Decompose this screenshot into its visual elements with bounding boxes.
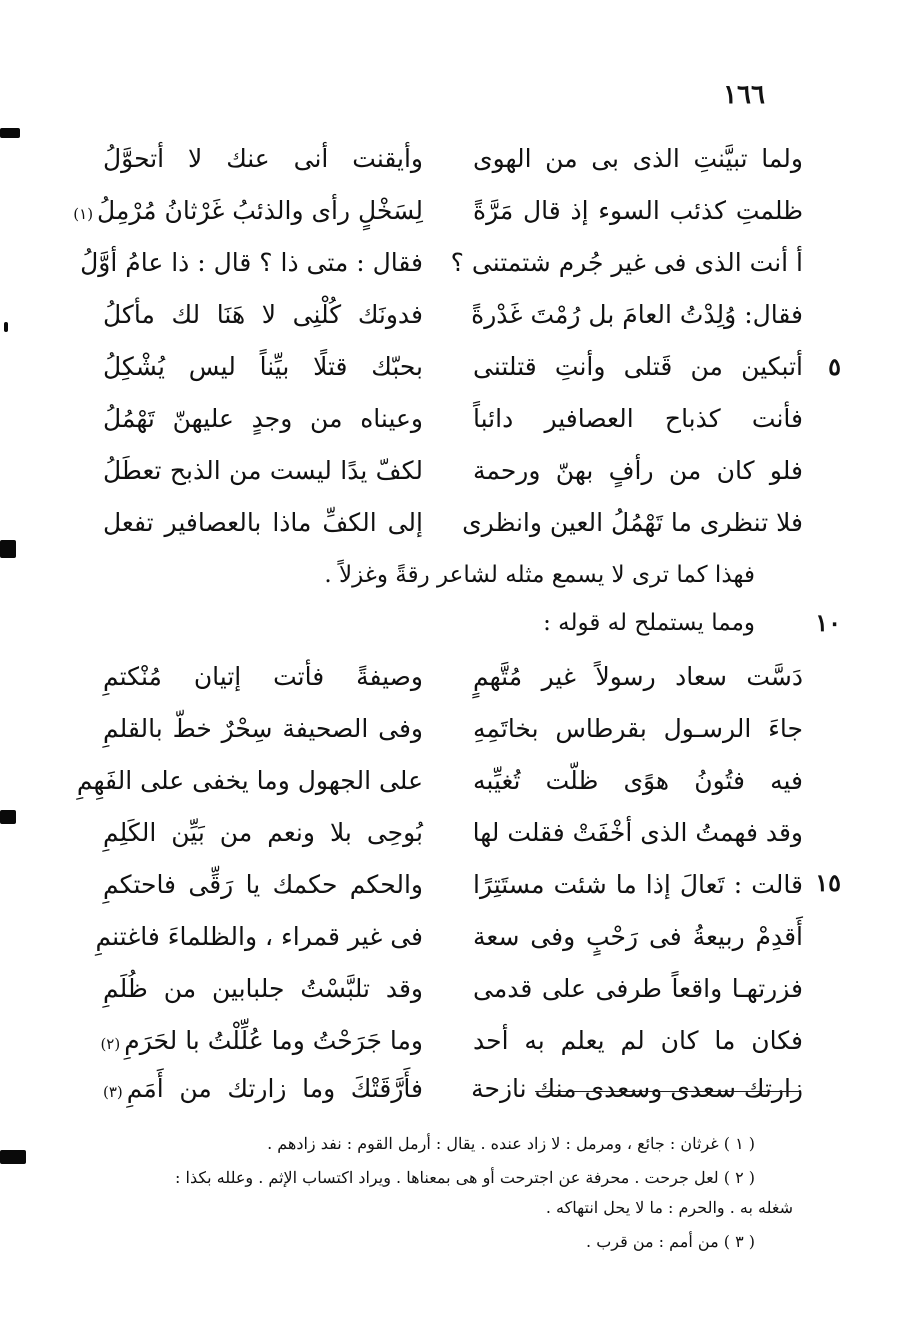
verse-16-second-hemistich	[100, 1026, 423, 1055]
verse-12-first-hemistich: وقد فهمتُ الذى أخْفَتْ فقلت لها	[472, 818, 803, 847]
line-number-5: ٥	[828, 352, 841, 381]
margin-ink-mark	[0, 810, 16, 824]
verse-5-first-hemistich: أتبكين من قَتلى وأنتِ قتلتنى	[473, 352, 803, 381]
footnote-separator	[535, 1091, 799, 1092]
margin-ink-mark	[0, 128, 20, 138]
verse-17-text: فأَرَّقَتْكَ وما زارتك من أَمَمِ	[126, 1074, 423, 1103]
line-number-10: ١٠	[815, 608, 841, 637]
verse-14-first-hemistich: أَقدِمْ ربيعةُ فى رَحْبٍ وفى سعة	[473, 922, 803, 951]
verse-15-second-hemistich: وقد تلبَّسْتُ جلبابين من ظُلَمِ	[103, 974, 423, 1003]
verse-6-first-hemistich: فأنت كذباح العصافير دائباً	[473, 404, 803, 433]
footnote-2-line-1: ( ٢ ) لعل جرحت . محرفة عن اجترحت أو هى بمعناها . ويراد اكتساب الإثم . وعلله بكذا :	[175, 1168, 755, 1187]
line-number-15: ١٥	[815, 868, 841, 897]
verse-2-text: لِسَخْلٍ رأى والذئبُ غَرْثانُ مُرْمِلُ	[97, 196, 423, 225]
verse-10-second-hemistich: وفى الصحيفة سِحْرٌ خطّ بالقلمِ	[103, 714, 423, 743]
verse-6-second-hemistich: وعيناه من وجدٍ عليهنّ تَهْمُلُ	[103, 404, 423, 433]
prose-comment: فهذا كما ترى لا يسمع مثله لشاعر رقةً وغزلاً .	[324, 562, 755, 588]
verse-14-second-hemistich: فى غير قمراء ، والظلماءَ فاغتنمِ	[95, 922, 423, 951]
verse-16-first-hemistich: فكان ما كان لم يعلم به أحد	[473, 1026, 803, 1055]
verse-2-first-hemistich: ظلمتِ كذئب السوء إذ قال مَرَّةً	[473, 196, 803, 225]
verse-2-second-hemistich	[73, 196, 423, 225]
verse-15-first-hemistich: فزرتهـا واقعاً طرفى على قدمى	[473, 974, 803, 1003]
verse-3-second-hemistich: فقال : متى ذا ؟ قال : ذا عامُ أوَّلُ	[80, 248, 423, 277]
footnote-marker-1: (١)	[73, 205, 94, 223]
verse-13-first-hemistich: قالت : تَعالَ إذا ما شئت مستَتِرًا	[473, 870, 803, 899]
verse-13-second-hemistich: والحكم حكمك يا رَقِّى فاحتكمِ	[103, 870, 423, 899]
verse-8-second-hemistich: إلى الكفِّ ماذا بالعصافير تفعل	[103, 508, 423, 537]
margin-ink-mark	[4, 322, 8, 332]
verse-1-second-hemistich: وأيقنت أنى عنك لا أتحوَّلُ	[103, 144, 423, 173]
verse-7-second-hemistich: لكفّ يدًا ليست من الذبح تعطَلُ	[103, 456, 423, 485]
footnote-2-line-2: شغله به . والحرم : ما لا يحل انتهاكه .	[545, 1198, 793, 1217]
verse-7-first-hemistich: فلو كان من رأفٍ بهنّ ورحمة	[473, 456, 803, 485]
verse-9-second-hemistich: وصيفةً فأتت إتيان مُنْكتمِ	[103, 662, 423, 691]
verse-8-first-hemistich: فلا تنظرى ما تَهْمُلُ العين وانظرى	[462, 508, 803, 537]
verse-10-first-hemistich: جاءَ الرسـول بقرطاس بخاتَمِهِ	[473, 714, 803, 743]
verse-11-second-hemistich: على الجهول وما يخفى على الفَهِمِ	[76, 766, 423, 795]
verse-16-text: وما جَرَحْتُ وما عُلِّلْتُ با لحَرَمِ	[124, 1026, 423, 1055]
page-number: ١٦٦	[723, 80, 765, 110]
prose-intro: ومما يستملح له قوله :	[543, 610, 755, 636]
footnote-marker-3: (٣)	[103, 1083, 123, 1101]
footnote-3: ( ٣ ) من أمم : من قرب .	[586, 1232, 755, 1251]
verse-17-second-hemistich	[103, 1076, 423, 1101]
verse-1-first-hemistich: ولما تبيَّنتِ الذى بى من الهوى	[473, 144, 803, 173]
verse-5-second-hemistich: بحبّك قتلًا بيِّناً ليس يُشْكِلُ	[103, 352, 423, 381]
footnote-marker-2: (٢)	[100, 1035, 121, 1053]
verse-12-second-hemistich: بُوحِى بلا ونعم من بَيِّن الكَلِمِ	[103, 818, 423, 847]
verse-11-first-hemistich: فيه فتُونُ هوًى ظلّت تُغيِّبه	[473, 766, 803, 795]
margin-ink-mark	[0, 1150, 26, 1164]
verse-4-second-hemistich: فدونَك كُلْنِى لا هَنَا لك مأكلُ	[103, 300, 423, 329]
verse-4-first-hemistich: فقال: وُلِدْتُ العامَ بل رُمْتَ غَدْرةً	[471, 300, 803, 329]
footnote-1: ( ١ ) غرثان : جائع ، ومرمل : لا زاد عنده . يقال : أرمل القوم : نفد زادهم .	[267, 1134, 755, 1153]
margin-ink-mark	[0, 540, 16, 558]
verse-9-first-hemistich: دَسَّت سعاد رسولاً غير مُتَّهمٍ	[473, 662, 803, 691]
verse-3-first-hemistich: أ أنت الذى فى غير جُرم شتمتنى ؟	[450, 248, 803, 277]
verse-17-first-hemistich: زارتك سعدى وسعدى منك نازحة	[471, 1074, 803, 1103]
